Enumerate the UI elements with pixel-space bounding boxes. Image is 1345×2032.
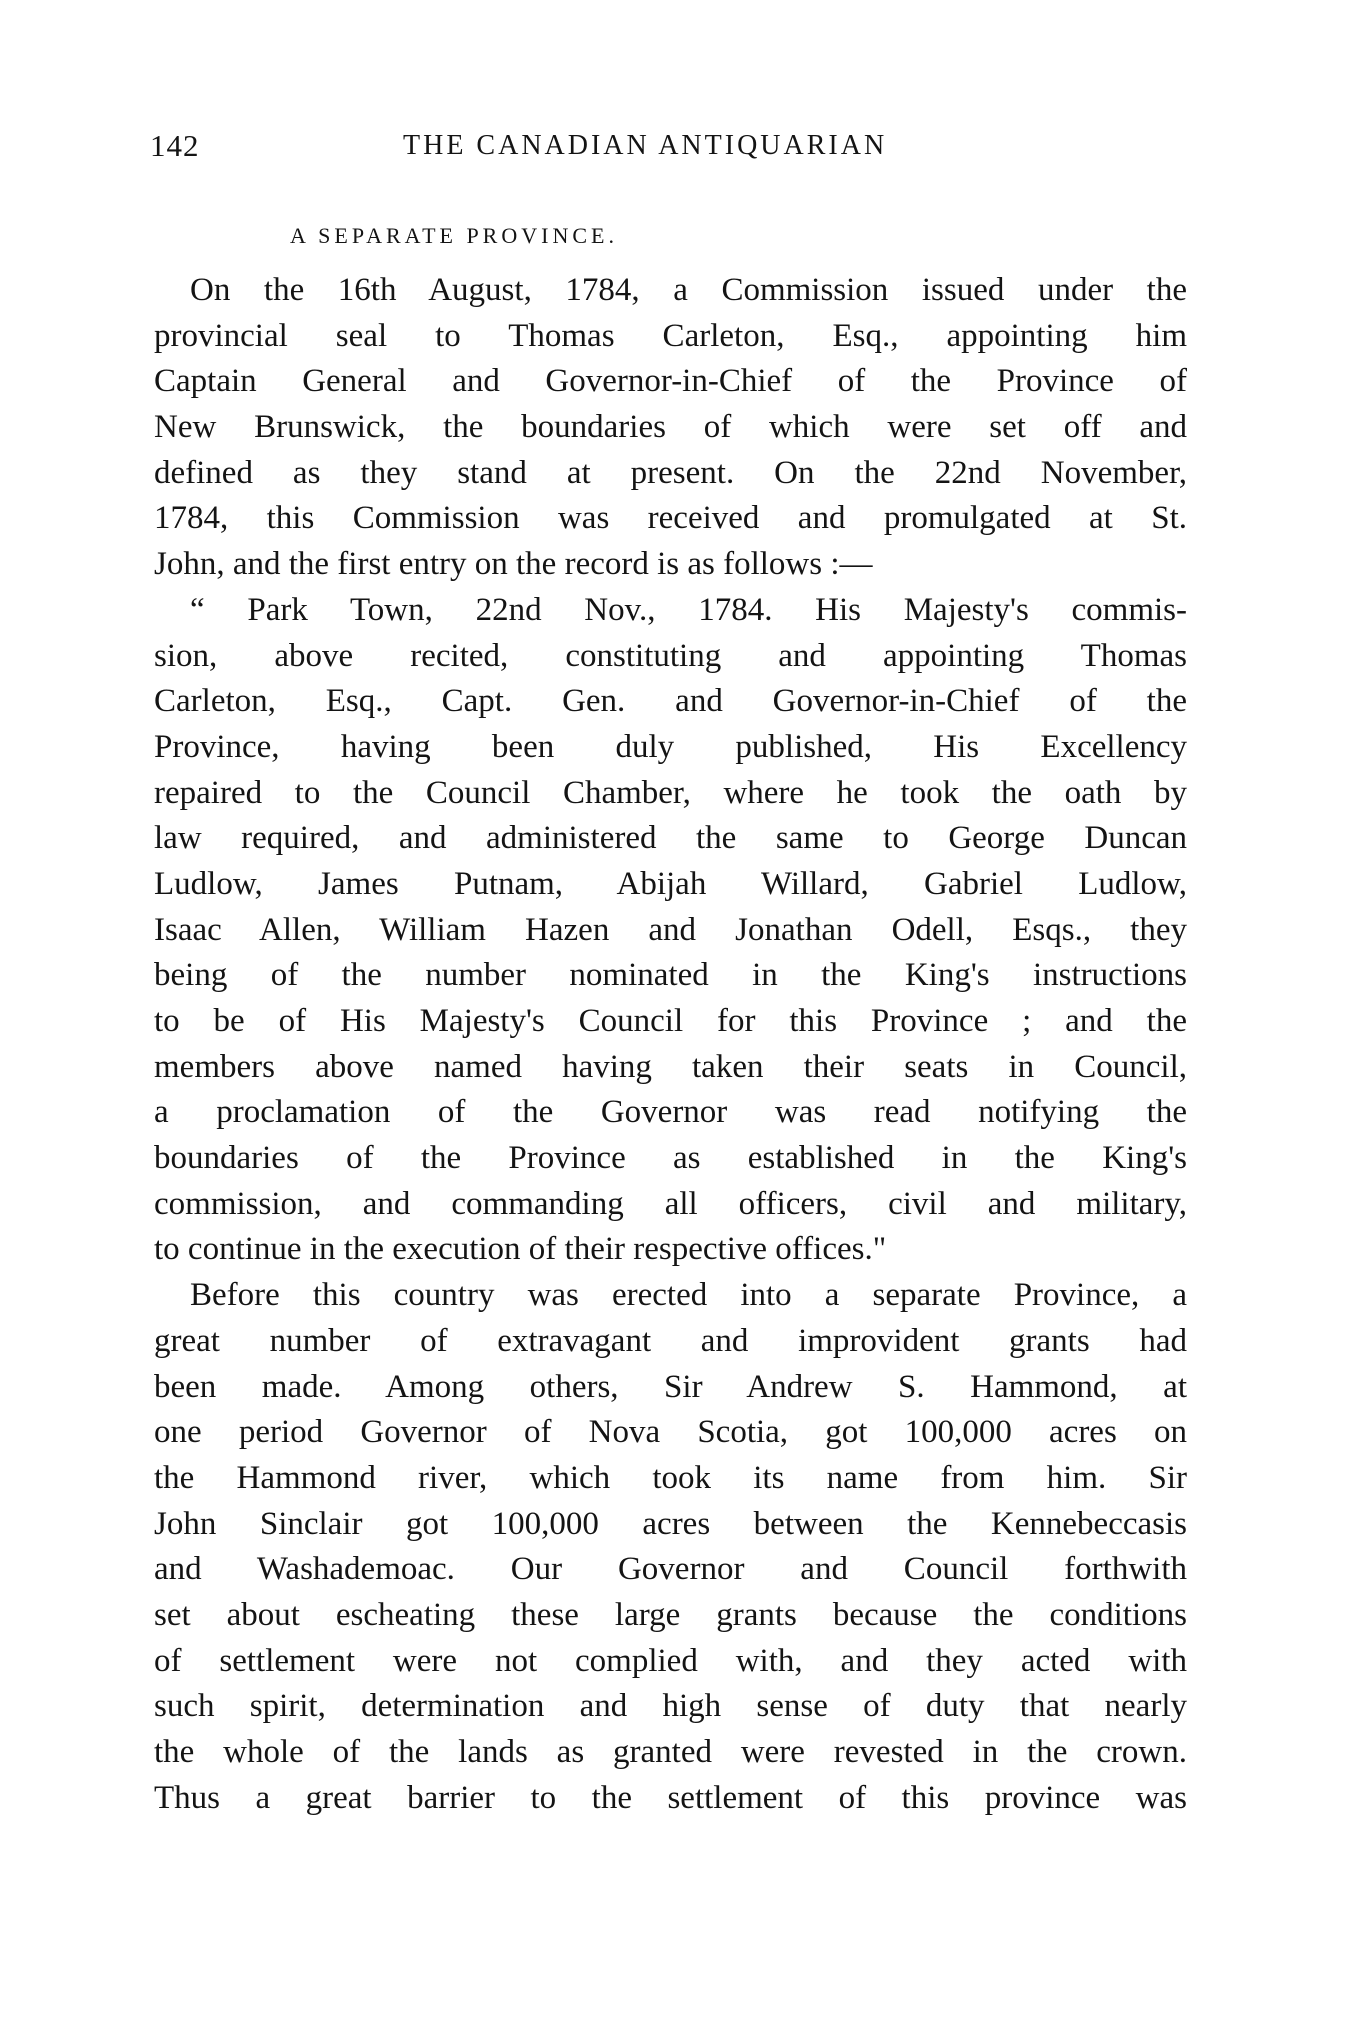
text-line: John, and the first entry on the record is as follows :—: [154, 546, 873, 583]
text-line: to be of His Majesty's Council for this Province ; and the: [154, 1003, 1187, 1039]
text-line: defined as they stand at present. On the 22nd November,: [154, 454, 1187, 491]
section-heading: A SEPARATE PROVINCE.: [290, 223, 618, 248]
body-text: [154, 268, 1187, 1821]
page-number: 142: [150, 128, 200, 163]
text-line: Ludlow, James Putnam, Abijah Willard, Gabriel Ludlow,: [154, 865, 1187, 902]
text-line: set about escheating these large grants because the conditions: [154, 1596, 1187, 1633]
text-line: New Brunswick, the boundaries of which were set off and: [154, 409, 1187, 446]
text-line: of settlement were not complied with, and they acted with: [154, 1642, 1187, 1679]
text-line: members above named having taken their seats in Council,: [154, 1048, 1187, 1085]
text-line: Before this country was erected into a separate Province, a: [190, 1277, 1187, 1314]
running-head: [150, 128, 1190, 168]
text-line: a proclamation of the Governor was read notifying the: [154, 1094, 1187, 1131]
text-line: Province, having been duly published, His Excellency: [154, 728, 1187, 765]
text-line: and Washademoac. Our Governor and Council forthwith: [154, 1551, 1187, 1588]
journal-title: THE CANADIAN ANTIQUARIAN: [403, 130, 888, 161]
text-line: one period Governor of Nova Scotia, got 100,000 acres on: [154, 1414, 1187, 1451]
text-line: boundaries of the Province as established in the King's: [154, 1140, 1187, 1177]
text-line: law required, and administered the same to George Duncan: [154, 820, 1187, 857]
text-line: On the 16th August, 1784, a Commission issued under the: [190, 272, 1187, 308]
text-line: Captain General and Governor-in-Chief of the Province of: [154, 363, 1187, 400]
text-line: 1784, this Commission was received and promulgated at St.: [154, 500, 1187, 537]
text-line: Carleton, Esq., Capt. Gen. and Governor-in-Chief of the: [154, 683, 1187, 720]
text-line: Thus a great barrier to the settlement of this province was: [154, 1779, 1187, 1816]
text-line: great number of extravagant and improvident grants had: [154, 1322, 1187, 1359]
text-line: to continue in the execution of their respective offices.": [154, 1231, 887, 1268]
text-line: provincial seal to Thomas Carleton, Esq., appointing him: [154, 317, 1187, 354]
text-line: being of the number nominated in the King's instructions: [154, 957, 1187, 994]
text-line: such spirit, determination and high sense of duty that nearly: [154, 1688, 1187, 1725]
text-line: commission, and commanding all officers, civil and military,: [154, 1185, 1187, 1222]
text-line: John Sinclair got 100,000 acres between the Kennebeccasis: [154, 1505, 1187, 1542]
text-line: the whole of the lands as granted were revested in the crown.: [154, 1734, 1187, 1770]
text-line: been made. Among others, Sir Andrew S. Hammond, at: [154, 1368, 1187, 1405]
text-line: Isaac Allen, William Hazen and Jonathan Odell, Esqs., they: [154, 911, 1187, 948]
text-line: the Hammond river, which took its name from him. Sir: [154, 1459, 1187, 1496]
text-line: “ Park Town, 22nd Nov., 1784. His Majesty's commis-: [190, 591, 1187, 628]
text-line: repaired to the Council Chamber, where he took the oath by: [154, 774, 1187, 811]
text-line: sion, above recited, constituting and appointing Thomas: [154, 637, 1187, 674]
